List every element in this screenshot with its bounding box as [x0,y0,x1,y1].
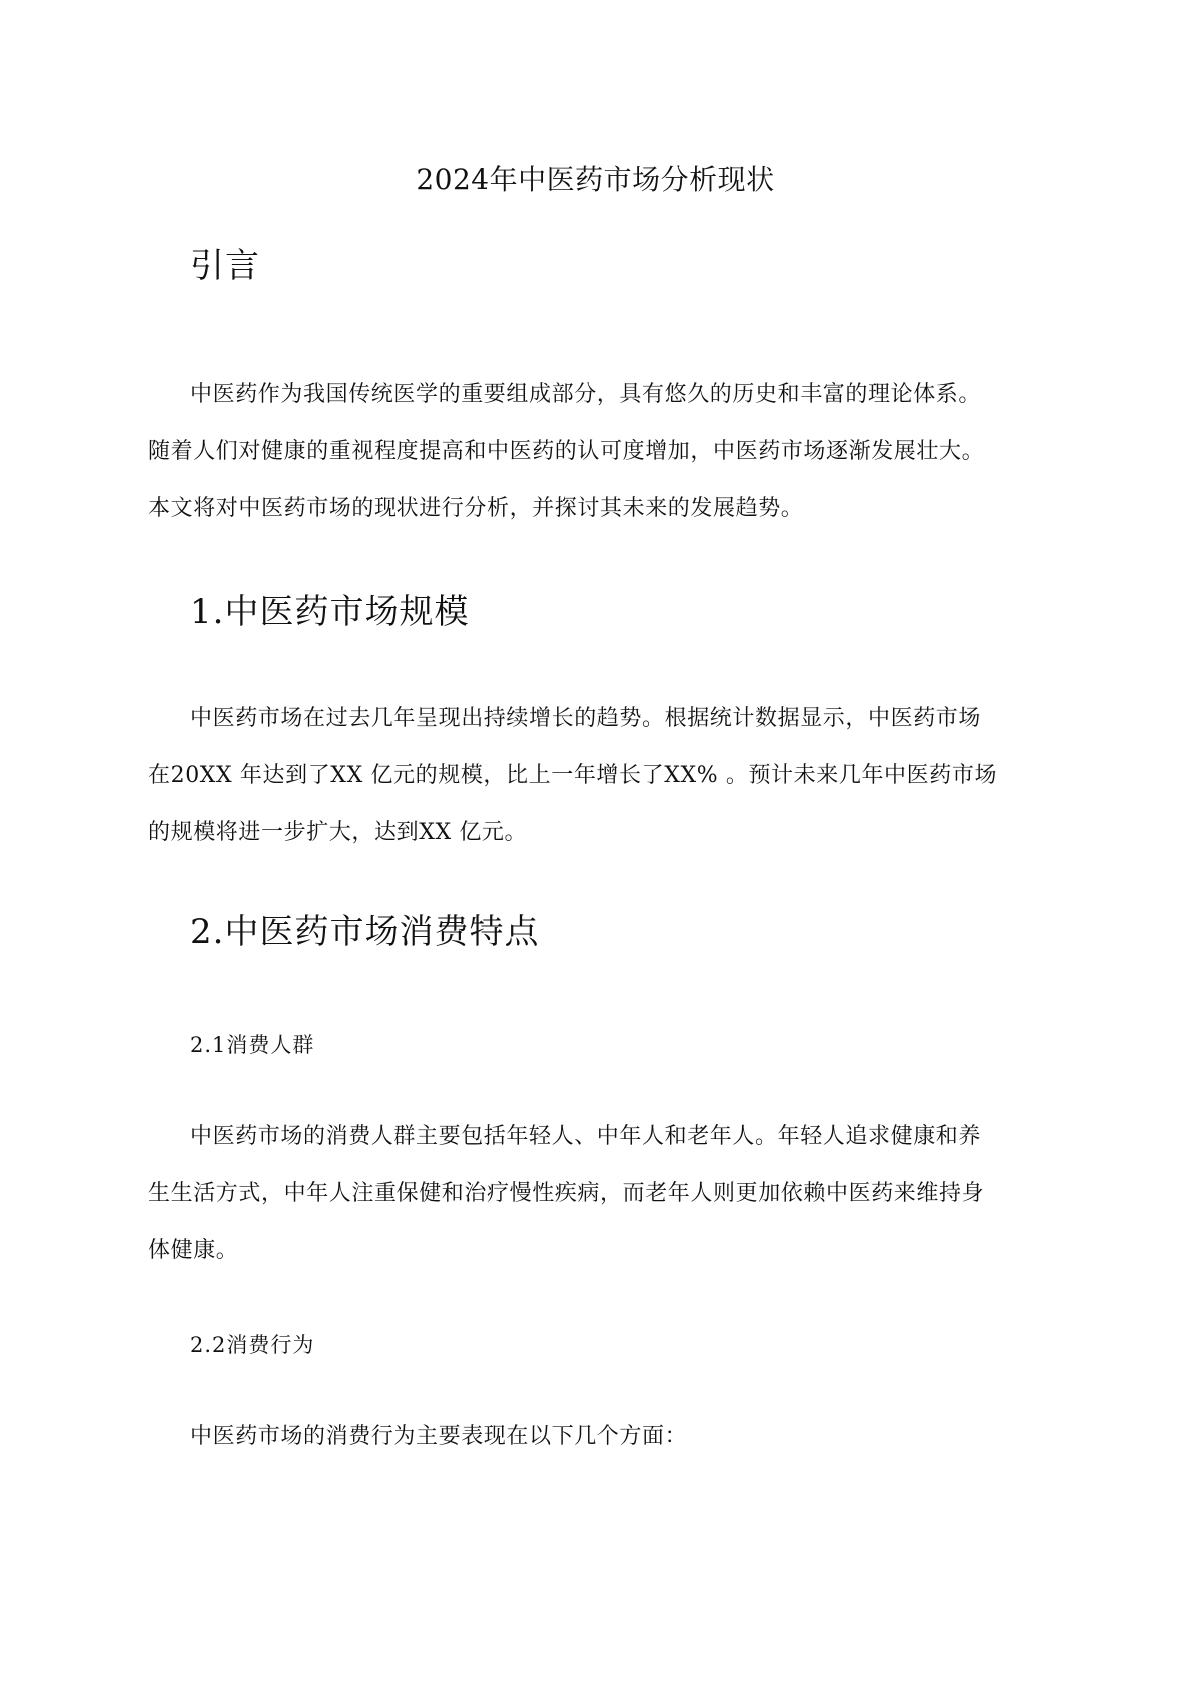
consumer-groups-line-3: 体健康。 [148,1238,239,1263]
intro-paragraph [148,366,1048,537]
intro-line-3: 本文将对中医药市场的现状进行分析，并探讨其未来的发展趋势。 [148,496,804,521]
consumer-behavior-heading: 2.2消费行为 [190,1333,315,1357]
market-size-heading: 1.中医药市场规模 [190,592,470,632]
intro-heading: 引言 [190,246,260,286]
consumer-groups-paragraph [148,1108,1048,1279]
market-size-line-2: 在20XX 年达到了XX 亿元的规模，比上一年增长了XX% 。预计未来几年中医药市场 [148,763,998,788]
intro-line-2: 随着人们对健康的重视程度提高和中医药的认可度增加，中医药市场逐渐发展壮大。 [148,439,985,464]
market-size-line-3: 的规模将进一步扩大，达到XX 亿元。 [148,820,528,845]
consumer-groups-line-2: 生生活方式，中年人注重保健和治疗慢性疾病，而老年人则更加依赖中医药来维持身 [148,1181,985,1206]
market-size-line-1: 中医药市场在过去几年呈现出持续增长的趋势。根据统计数据显示，中医药市场 [190,706,982,731]
market-size-paragraph [148,690,1048,861]
intro-line-1: 中医药作为我国传统医学的重要组成部分，具有悠久的历史和丰富的理论体系。 [190,382,982,407]
document-title: 2024年中医药市场分析现状 [416,163,775,196]
consumer-groups-heading: 2.1消费人群 [190,1033,315,1057]
consumer-behavior-paragraph [148,1408,1048,1465]
consumer-groups-line-1: 中医药市场的消费人群主要包括年轻人、中年人和老年人。年轻人追求健康和养 [190,1124,982,1149]
consumer-behavior-line-1: 中医药市场的消费行为主要表现在以下几个方面： [190,1424,688,1449]
consumption-heading: 2.中医药市场消费特点 [190,912,540,952]
